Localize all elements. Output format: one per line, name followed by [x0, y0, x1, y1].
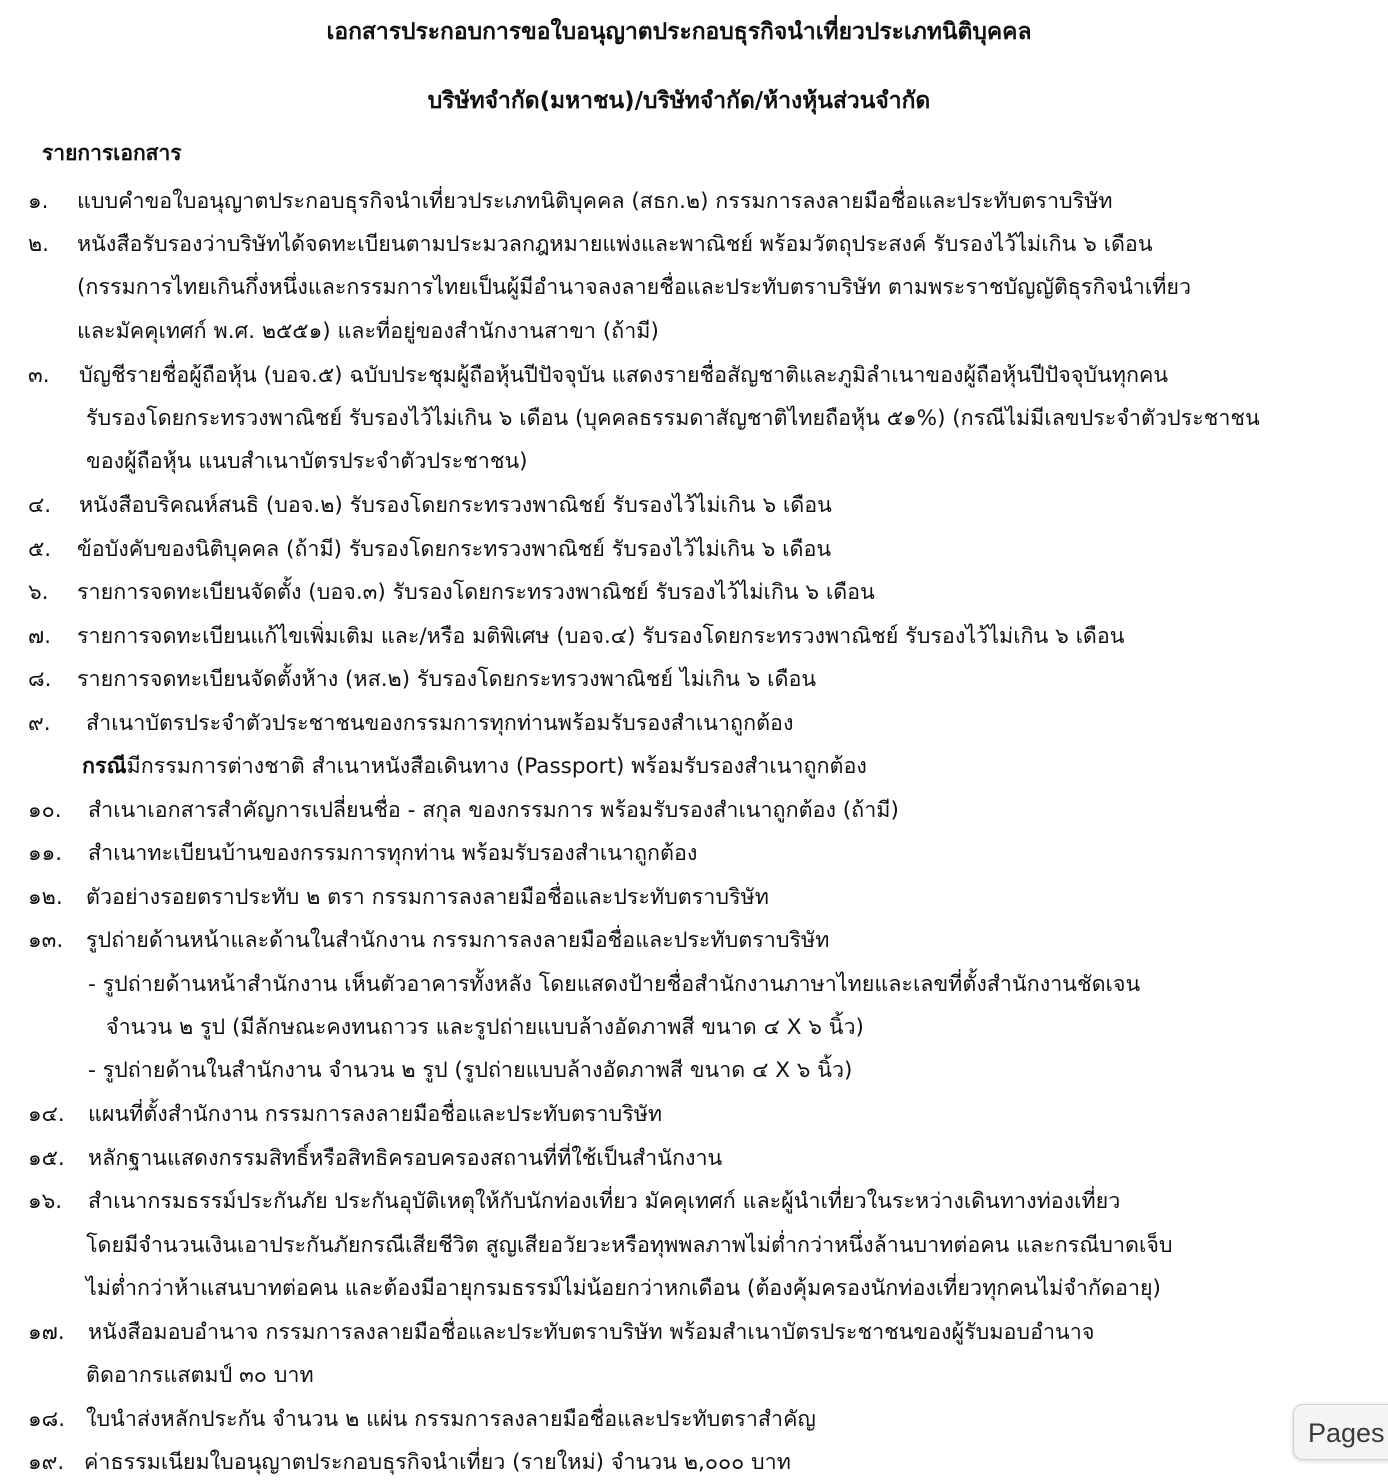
- item-number-15: ๑๕.: [28, 1146, 65, 1171]
- item-number-17: ๑๗.: [28, 1320, 65, 1345]
- case-text: มีกรรมการต่างชาติ สำเนาหนังสือเดินทาง (Passport) พร้อมรับรองสำเนาถูกต้อง: [126, 754, 867, 779]
- item-9-case-line: [82, 752, 867, 782]
- pages-button[interactable]: Pages: [1293, 1404, 1388, 1460]
- item-8-line-1: รายการจดทะเบียนจัดตั้งห้าง (หส.๒) รับรองโดยกระทรวงพาณิชย์ ไม่เกิน ๖ เดือน: [77, 667, 817, 692]
- item-number-12: ๑๒.: [28, 885, 63, 910]
- item-10-line-1: สำเนาเอกสารสำคัญการเปลี่ยนชื่อ - สกุล ของกรรมการ พร้อมรับรองสำเนาถูกต้อง (ถ้ามี): [88, 798, 899, 823]
- item-19-line-1: ค่าธรรมเนียมใบอนุญาตประกอบธุรกิจนำเที่ยว (รายใหม่) จำนวน ๒,๐๐๐ บาท: [84, 1450, 791, 1475]
- item-18-line-1: ใบนำส่งหลักประกัน จำนวน ๒ แผ่น กรรมการลงลายมือชื่อและประทับตราสำคัญ: [86, 1407, 816, 1432]
- item-number-14: ๑๔.: [28, 1102, 65, 1127]
- item-1-line-1: แบบคำขอใบอนุญาตประกอบธุรกิจนำเที่ยวประเภทนิติบุคคล (สธก.๒) กรรมการลงลายมือชื่อและประทับตราบริษัท: [77, 189, 1113, 214]
- item-13-line-4: - รูปถ่ายด้านในสำนักงาน จำนวน ๒ รูป (รูปถ่ายแบบล้างอัดภาพสี ขนาด ๔ X ๖ นิ้ว): [88, 1058, 853, 1083]
- item-3-line-2: รับรองโดยกระทรวงพาณิชย์ รับรองไว้ไม่เกิน ๖ เดือน (บุคคลธรรมดาสัญชาติไทยถือหุ้น ๕๑%) (กรณีไม่มีเลขประจำตัวประชาชน: [86, 406, 1260, 431]
- item-number-16: ๑๖.: [28, 1189, 63, 1214]
- item-number-18: ๑๘.: [28, 1407, 66, 1432]
- item-13-line-1: รูปถ่ายด้านหน้าและด้านในสำนักงาน กรรมการลงลายมือชื่อและประทับตราบริษัท: [86, 928, 830, 953]
- item-13-line-3: จำนวน ๒ รูป (มีลักษณะคงทนถาวร และรูปถ่ายแบบล้างอัดภาพสี ขนาด ๔ X ๖ นิ้ว): [106, 1015, 864, 1040]
- section-heading: รายการเอกสาร: [42, 141, 182, 165]
- item-number-3: ๓.: [28, 363, 50, 388]
- item-16-line-3: ไม่ต่ำกว่าห้าแสนบาทต่อคน และต้องมีอายุกรมธรรม์ไม่น้อยกว่าหกเดือน (ต้องคุ้มครองนักท่องเที่ยวทุกคนไม่จำกัดอายุ): [86, 1276, 1161, 1301]
- item-11-line-1: สำเนาทะเบียนบ้านของกรรมการทุกท่าน พร้อมรับรองสำเนาถูกต้อง: [88, 841, 698, 866]
- item-number-4: ๔.: [28, 493, 52, 518]
- document-title: เอกสารประกอบการขอใบอนุญาตประกอบธุรกิจนำเที่ยวประเภทนิติบุคคล: [326, 19, 1032, 45]
- item-9-line-1: สำเนาบัตรประจำตัวประชาชนของกรรมการทุกท่านพร้อมรับรองสำเนาถูกต้อง: [86, 711, 794, 736]
- item-number-10: ๑๐.: [28, 798, 62, 823]
- item-number-13: ๑๓.: [28, 928, 64, 953]
- item-13-line-2: - รูปถ่ายด้านหน้าสำนักงาน เห็นตัวอาคารทั้งหลัง โดยแสดงป้ายชื่อสำนักงานภาษาไทยและเลขที่ตั้งสำนักงานชัดเจน: [88, 972, 1141, 997]
- item-3-line-1: บัญชีรายชื่อผู้ถือหุ้น (บอจ.๕) ฉบับประชุมผู้ถือหุ้นปีปัจจุบัน แสดงรายชื่อสัญชาติและภูมิลำเนาของผู้ถือหุ้นปีปัจจุบันทุกคน: [79, 363, 1169, 388]
- item-2-line-1: หนังสือรับรองว่าบริษัทได้จดทะเบียนตามประมวลกฎหมายแพ่งและพาณิชย์ พร้อมวัตถุประสงค์ รับรองไว้ไม่เกิน ๖ เดือน: [77, 232, 1153, 257]
- item-number-2: ๒.: [28, 232, 50, 257]
- item-16-line-2: โดยมีจำนวนเงินเอาประกันภัยกรณีเสียชีวิต สูญเสียอวัยวะหรือทุพพลภาพไม่ต่ำกว่าหนึ่งล้านบาทต่อคน และกรณีบาดเจ็บ: [86, 1233, 1173, 1258]
- item-4-line-1: หนังสือบริคณห์สนธิ (บอจ.๒) รับรองโดยกระทรวงพาณิชย์ รับรองไว้ไม่เกิน ๖ เดือน: [79, 493, 832, 518]
- item-5-line-1: ข้อบังคับของนิติบุคคล (ถ้ามี) รับรองโดยกระทรวงพาณิชย์ รับรองไว้ไม่เกิน ๖ เดือน: [77, 537, 832, 562]
- item-number-1: ๑.: [28, 189, 49, 214]
- item-14-line-1: แผนที่ตั้งสำนักงาน กรรมการลงลายมือชื่อและประทับตราบริษัท: [88, 1102, 663, 1127]
- item-6-line-1: รายการจดทะเบียนจัดตั้ง (บอจ.๓) รับรองโดยกระทรวงพาณิชย์ รับรองไว้ไม่เกิน ๖ เดือน: [77, 580, 875, 605]
- item-number-6: ๖.: [28, 580, 49, 605]
- item-3-line-3: ของผู้ถือหุ้น แนบสำเนาบัตรประจำตัวประชาชน): [86, 449, 528, 474]
- item-7-line-1: รายการจดทะเบียนแก้ไขเพิ่มเติม และ/หรือ มติพิเศษ (บอจ.๔) รับรองโดยกระทรวงพาณิชย์ รับรองไว้ไม่เกิน ๖ เดือน: [77, 624, 1125, 649]
- case-label: กรณี: [82, 754, 127, 779]
- item-number-8: ๘.: [28, 667, 52, 692]
- item-number-5: ๕.: [28, 537, 52, 562]
- item-number-19: ๑๙.: [28, 1450, 65, 1475]
- item-number-9: ๙.: [28, 711, 51, 736]
- item-15-line-1: หลักฐานแสดงกรรมสิทธิ์หรือสิทธิครอบครองสถานที่ที่ใช้เป็นสำนักงาน: [88, 1146, 723, 1171]
- item-17-line-2: ติดอากรแสตมป์ ๓๐ บาท: [86, 1363, 314, 1388]
- item-12-line-1: ตัวอย่างรอยตราประทับ ๒ ตรา กรรมการลงลายมือชื่อและประทับตราบริษัท: [86, 885, 769, 910]
- item-number-11: ๑๑.: [28, 841, 63, 866]
- document-subtitle: บริษัทจำกัด(มหาชน)/บริษัทจำกัด/ห้างหุ้นส่วนจำกัด: [427, 88, 931, 114]
- item-17-line-1: หนังสือมอบอำนาจ กรรมการลงลายมือชื่อและประทับตราบริษัท พร้อมสำเนาบัตรประชาชนของผู้รับมอบอำนาจ: [88, 1320, 1095, 1345]
- item-number-7: ๗.: [28, 624, 52, 649]
- item-2-line-2: (กรรมการไทยเกินกึ่งหนึ่งและกรรมการไทยเป็นผู้มีอำนาจลงลายชื่อและประทับตราบริษัท ตามพระราชบัญญัติธุรกิจนำเที่ยว: [77, 275, 1192, 300]
- item-2-line-3: และมัคคุเทศก์ พ.ศ. ๒๕๕๑) และที่อยู่ของสำนักงานสาขา (ถ้ามี): [77, 319, 659, 344]
- item-16-line-1: สำเนากรมธรรม์ประกันภัย ประกันอุบัติเหตุให้กับนักท่องเที่ยว มัคคุเทศก์ และผู้นำเที่ยวในระหว่างเดินทางท่องเที่ยว: [88, 1189, 1121, 1214]
